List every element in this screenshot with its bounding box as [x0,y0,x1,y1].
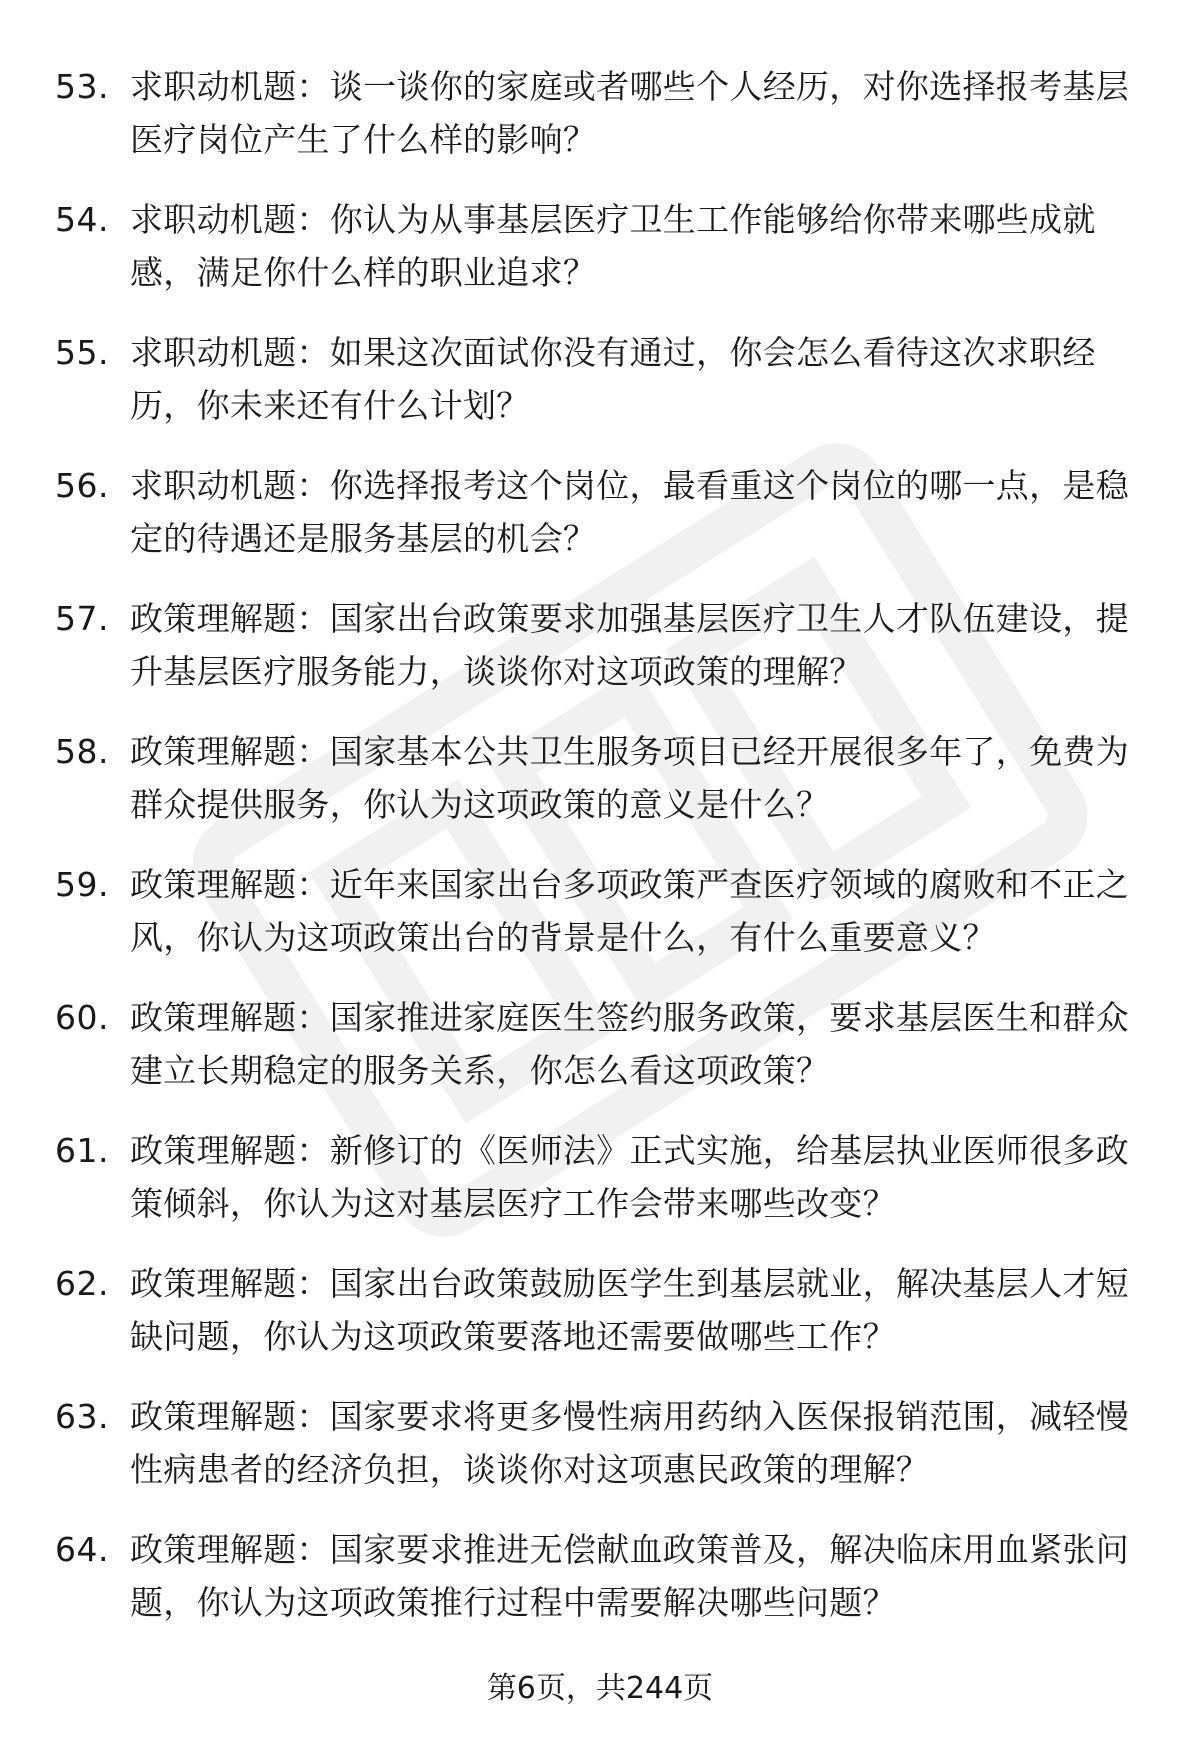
question-item [0,858,1200,991]
question-list [0,60,1200,1656]
question-item [0,193,1200,326]
question-text: 求职动机题：你选择报考这个岗位，最看重这个岗位的哪一点，是稳定的待遇还是服务基层的机会？ [130,466,1129,558]
question-text: 政策理解题：近年来国家出台多项政策严查医疗领域的腐败和不正之风，你认为这项政策出台的背景是什么，有什么重要意义？ [130,865,1129,957]
question-number: 53. [55,67,109,106]
question-text: 政策理解题：国家要求将更多慢性病用药纳入医保报销范围，减轻慢性病患者的经济负担，谈谈你对这项惠民政策的理解？ [130,1397,1129,1489]
question-number: 64. [55,1530,109,1569]
question-number: 54. [55,200,109,239]
question-number: 60. [55,998,109,1037]
question-number: 56. [55,466,109,505]
question-number: 58. [55,732,109,771]
question-text: 求职动机题：如果这次面试你没有通过，你会怎么看待这次求职经历，你未来还有什么计划？ [130,333,1096,425]
question-text: 求职动机题：你认为从事基层医疗卫生工作能够给你带来哪些成就感，满足你什么样的职业追求？ [130,200,1096,292]
question-number: 57. [55,599,109,638]
question-item [0,1257,1200,1390]
question-number: 61. [55,1131,109,1170]
question-number: 55. [55,333,109,372]
page-number-footer: 第6页，共244页 [486,1671,714,1706]
question-item [0,1390,1200,1523]
question-item [0,326,1200,459]
question-item [0,60,1200,193]
question-text: 政策理解题：国家推进家庭医生签约服务政策，要求基层医生和群众建立长期稳定的服务关系，你怎么看这项政策？ [130,998,1129,1090]
question-item [0,1124,1200,1257]
question-text: 政策理解题：国家基本公共卫生服务项目已经开展很多年了，免费为群众提供服务，你认为这项政策的意义是什么？ [130,732,1129,824]
question-number: 62. [55,1264,109,1303]
question-item [0,991,1200,1124]
question-number: 63. [55,1397,109,1436]
question-item [0,459,1200,592]
question-number: 59. [55,865,109,904]
question-text: 政策理解题：新修订的《医师法》正式实施，给基层执业医师很多政策倾斜，你认为这对基层医疗工作会带来哪些改变？ [130,1131,1129,1223]
question-item [0,725,1200,858]
question-text: 政策理解题：国家出台政策要求加强基层医疗卫生人才队伍建设，提升基层医疗服务能力，谈谈你对这项政策的理解？ [130,599,1129,691]
question-text: 求职动机题：谈一谈你的家庭或者哪些个人经历，对你选择报考基层医疗岗位产生了什么样的影响？ [130,67,1129,159]
question-item [0,1523,1200,1656]
question-text: 政策理解题：国家出台政策鼓励医学生到基层就业，解决基层人才短缺问题，你认为这项政策要落地还需要做哪些工作？ [130,1264,1129,1356]
question-text: 政策理解题：国家要求推进无偿献血政策普及，解决临床用血紧张问题，你认为这项政策推行过程中需要解决哪些问题？ [130,1530,1129,1622]
question-item [0,592,1200,725]
